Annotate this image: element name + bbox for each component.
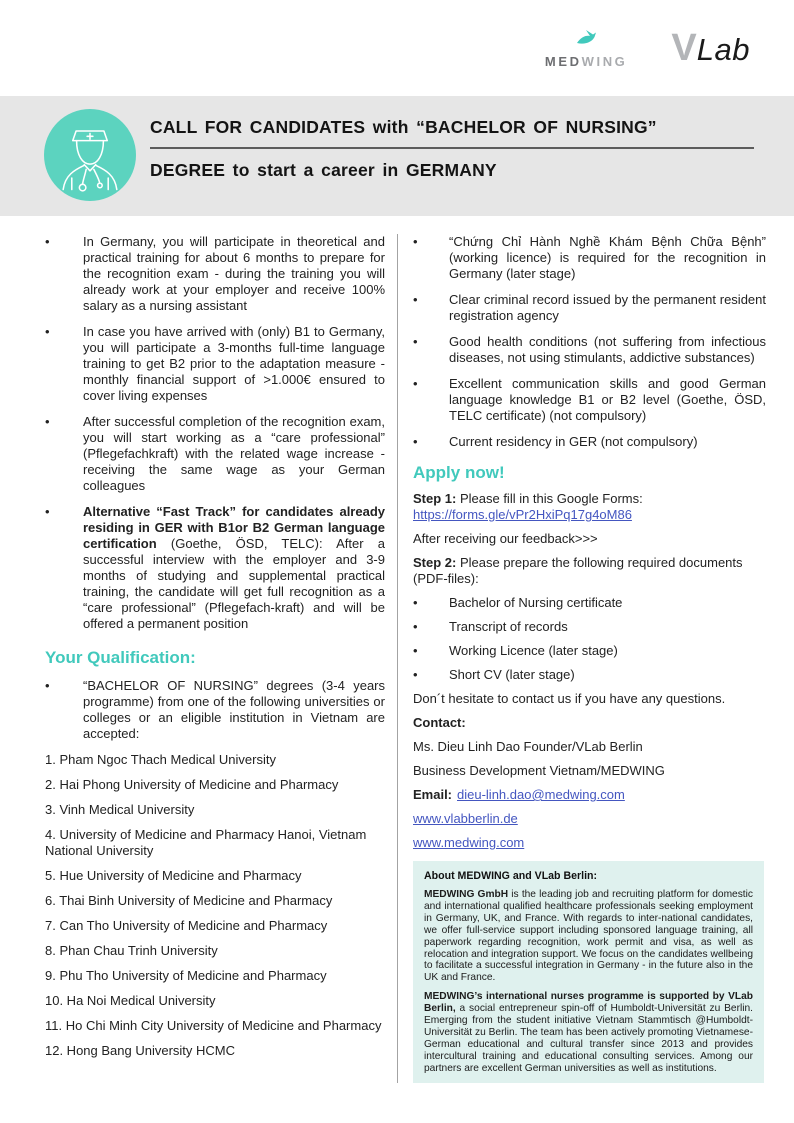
step2-label: Step 2: bbox=[413, 555, 457, 570]
bullet-icon: • bbox=[413, 619, 418, 634]
university-item: 8. Phan Chau Trinh University bbox=[45, 943, 218, 958]
vlabberlin-link[interactable]: www.vlabberlin.de bbox=[413, 811, 518, 826]
bullet-icon: • bbox=[45, 678, 50, 693]
list-item bbox=[413, 595, 766, 611]
list-item bbox=[45, 324, 385, 404]
vlab-logo-v: V bbox=[671, 27, 697, 69]
bullet-text bbox=[83, 504, 385, 632]
bullet-text: Excellent communication skills and good German language knowledge B1 or B2 level (Goethe, ÖSD, TELC certificate) (not compulsory) bbox=[449, 376, 766, 423]
list-item bbox=[413, 619, 766, 635]
step1-label: Step 1: bbox=[413, 491, 457, 506]
document-item: Bachelor of Nursing certificate bbox=[449, 595, 623, 610]
list-item bbox=[413, 643, 766, 659]
university-item: 5. Hue University of Medicine and Pharmacy bbox=[45, 868, 302, 883]
contact-email bbox=[413, 787, 766, 803]
about-para2-bold: MEDWING’s international nurses programme is supported by VLab Berlin, bbox=[424, 991, 753, 1015]
university-item: 4. University of Medicine and Pharmacy Hanoi, Vietnam National University bbox=[45, 827, 367, 858]
list-item bbox=[413, 434, 766, 450]
about-heading: About MEDWING and VLab Berlin: bbox=[424, 870, 598, 882]
bullet-text-rest: In Germany, you will participate in theoretical and practical training for about 6 months to prepare for the recognition exam - during the training you will already work at your employer and receive 100% salary as a nursing assistant bbox=[83, 234, 385, 313]
university-item: 10. Ha Noi Medical University bbox=[45, 993, 216, 1008]
hummingbird-icon bbox=[574, 28, 598, 53]
list-item bbox=[413, 667, 766, 683]
banner-titles bbox=[150, 117, 754, 181]
university-item: 11. Ho Chi Minh City University of Medicine and Pharmacy bbox=[45, 1018, 382, 1033]
list-item bbox=[413, 334, 766, 366]
body-content bbox=[0, 216, 794, 1083]
step2-text bbox=[413, 555, 766, 587]
title-divider bbox=[150, 147, 754, 149]
bullet-icon: • bbox=[413, 595, 418, 610]
bullet-text bbox=[83, 324, 385, 404]
bullet-text: “Chứng Chỉ Hành Nghề Khám Bệnh Chữa Bệnh” (working licence) is required for the recognition in Germany (later stage) bbox=[449, 234, 766, 281]
left-column bbox=[45, 234, 385, 1083]
university-item: 9. Phu Tho University of Medicine and Pharmacy bbox=[45, 968, 327, 983]
university-item: 7. Can Tho University of Medicine and Pharmacy bbox=[45, 918, 328, 933]
contact-heading bbox=[413, 715, 766, 731]
about-box bbox=[413, 861, 764, 1083]
bullet-text: Clear criminal record issued by the permanent resident registration agency bbox=[449, 292, 766, 323]
list-item bbox=[45, 414, 385, 494]
list-item bbox=[413, 234, 766, 282]
vlab-logo-lab: Lab bbox=[696, 32, 750, 67]
qualification-bullet-text: “BACHELOR OF NURSING” degrees (3-4 years programme) from one of the following universities or colleges or an eligible institution in Vietnam are accepted: bbox=[83, 678, 385, 741]
bullet-icon: • bbox=[413, 334, 418, 349]
contact-role: Business Development Vietnam/MEDWING bbox=[413, 763, 665, 778]
medwing-wordmark-med: MED bbox=[544, 53, 582, 69]
email-label: Email: bbox=[413, 787, 453, 802]
bullet-text: Good health conditions (not suffering from infectious diseases, not using stimulants, addictive substances) bbox=[449, 334, 766, 365]
about-para1-bold: MEDWING GmbH bbox=[424, 889, 509, 900]
header bbox=[0, 0, 794, 96]
document-item: Transcript of records bbox=[449, 619, 568, 634]
about-paragraph-vlab bbox=[424, 991, 753, 1074]
vlab-logo bbox=[671, 29, 750, 67]
step2-rest: Please prepare the following required documents (PDF-files): bbox=[413, 555, 743, 586]
google-forms-link[interactable]: https://forms.gle/vPr2HxiPq17g4oM86 bbox=[413, 507, 632, 522]
bullet-text-rest: After successful completion of the recognition exam, you will start working as a “care professional” (Pflegefachkraft) with the related wage increase - receiving the same wage as your German colleagues bbox=[83, 414, 385, 493]
list-item bbox=[45, 504, 385, 632]
university-item: 1. Pham Ngoc Thach Medical University bbox=[45, 752, 276, 767]
email-link[interactable]: dieu-linh.dao@medwing.com bbox=[457, 787, 625, 802]
bullet-icon: • bbox=[413, 376, 418, 391]
about-paragraph-medwing bbox=[424, 889, 753, 984]
bullet-icon: • bbox=[413, 234, 418, 249]
about-para1-rest: is the leading job and recruiting platform for domestic and international qualified healthcare professionals seeking employment in Germany, UK, and France. With regards to inter-national candidates, we offer full-service support including sponsored language training, all paperwork regarding recognition, work permit and visa, as well as relocation and integration support. We focus on the candidates wellbeing to facilitate a successful integration in Germany - in the future also in the UK and France. bbox=[424, 889, 753, 984]
document-item: Working Licence (later stage) bbox=[449, 643, 618, 658]
list-item bbox=[413, 292, 766, 324]
page-title-line1: CALL FOR CANDIDATES with “BACHELOR OF NURSING” bbox=[150, 117, 657, 137]
contact-heading-label: Contact: bbox=[413, 715, 466, 730]
university-item: 2. Hai Phong University of Medicine and Pharmacy bbox=[45, 777, 339, 792]
university-item: 6. Thai Binh University of Medicine and Pharmacy bbox=[45, 893, 333, 908]
nurse-avatar bbox=[44, 109, 136, 201]
bullet-text-bold: Alternative “Fast Track” for candidates already residing in GER with B1or B2 German language certification bbox=[83, 504, 385, 551]
medwing-wordmark-wing: WING bbox=[581, 53, 628, 69]
bullet-icon: • bbox=[413, 643, 418, 658]
list-item bbox=[45, 678, 385, 742]
right-column bbox=[398, 234, 766, 1083]
university-item: 3. Vinh Medical University bbox=[45, 802, 195, 817]
list-item bbox=[45, 234, 385, 314]
bullet-text bbox=[83, 234, 385, 314]
bullet-icon: • bbox=[45, 324, 50, 339]
medwing-wordmark bbox=[545, 54, 628, 69]
step1-text bbox=[413, 491, 766, 523]
medwing-website bbox=[413, 835, 766, 851]
title-banner bbox=[0, 96, 794, 216]
nurse-icon bbox=[44, 109, 136, 201]
document-item: Short CV (later stage) bbox=[449, 667, 575, 682]
page-title-line2: DEGREE to start a career in GERMANY bbox=[150, 160, 497, 180]
about-para2-rest: a social entrepreneur spin-off of Humboldt-Universität zu Berlin. Emerging from the student initiative Vietnam Stammtisch @Humboldt-Universität zu Berlin. The team has been actively promoting Vietnamese-German educational and cultural transfer since 2013 and provides intercultural training and educational consulting services. Among our partners are excellent German universities as well as institutions. bbox=[424, 1003, 753, 1074]
bullet-icon: • bbox=[413, 434, 418, 449]
required-documents-list bbox=[413, 595, 766, 683]
bullet-text-rest: In case you have arrived with (only) B1 to Germany, you will participate a 3-months full-time language training to get B2 prior to the adaptation measure - monthly financial support of >1.000€ ensured to cover living expenses bbox=[83, 324, 385, 403]
apply-now-heading: Apply now! bbox=[413, 463, 505, 482]
step1-rest: Please fill in this Google Forms: bbox=[456, 491, 643, 506]
closing-note: Don´t hesitate to contact us if you have any questions. bbox=[413, 691, 726, 706]
university-item: 12. Hong Bang University HCMC bbox=[45, 1043, 236, 1058]
bullet-text: Current residency in GER (not compulsory) bbox=[449, 434, 698, 449]
bullet-text-rest: (Goethe, ÖSD, TELC): After a successful interview with the employer and 3-9 months of studying and supplemental practical training, the candidate will get full recognition as a “care professional” (Pflegefach-kraft) and will be offered a permanent position bbox=[83, 536, 385, 631]
contact-person: Ms. Dieu Linh Dao Founder/VLab Berlin bbox=[413, 739, 643, 754]
bullet-text bbox=[83, 414, 385, 494]
bullet-icon: • bbox=[45, 234, 50, 249]
bullet-icon: • bbox=[45, 414, 50, 429]
feedback-note: After receiving our feedback>>> bbox=[413, 531, 598, 546]
bullet-icon: • bbox=[413, 292, 418, 307]
medwing-logo bbox=[545, 28, 628, 69]
bullet-icon: • bbox=[45, 504, 50, 519]
qualification-heading: Your Qualification: bbox=[45, 648, 196, 667]
list-item bbox=[413, 376, 766, 424]
vlab-website bbox=[413, 811, 766, 827]
medwing-link[interactable]: www.medwing.com bbox=[413, 835, 525, 850]
bullet-icon: • bbox=[413, 667, 418, 682]
